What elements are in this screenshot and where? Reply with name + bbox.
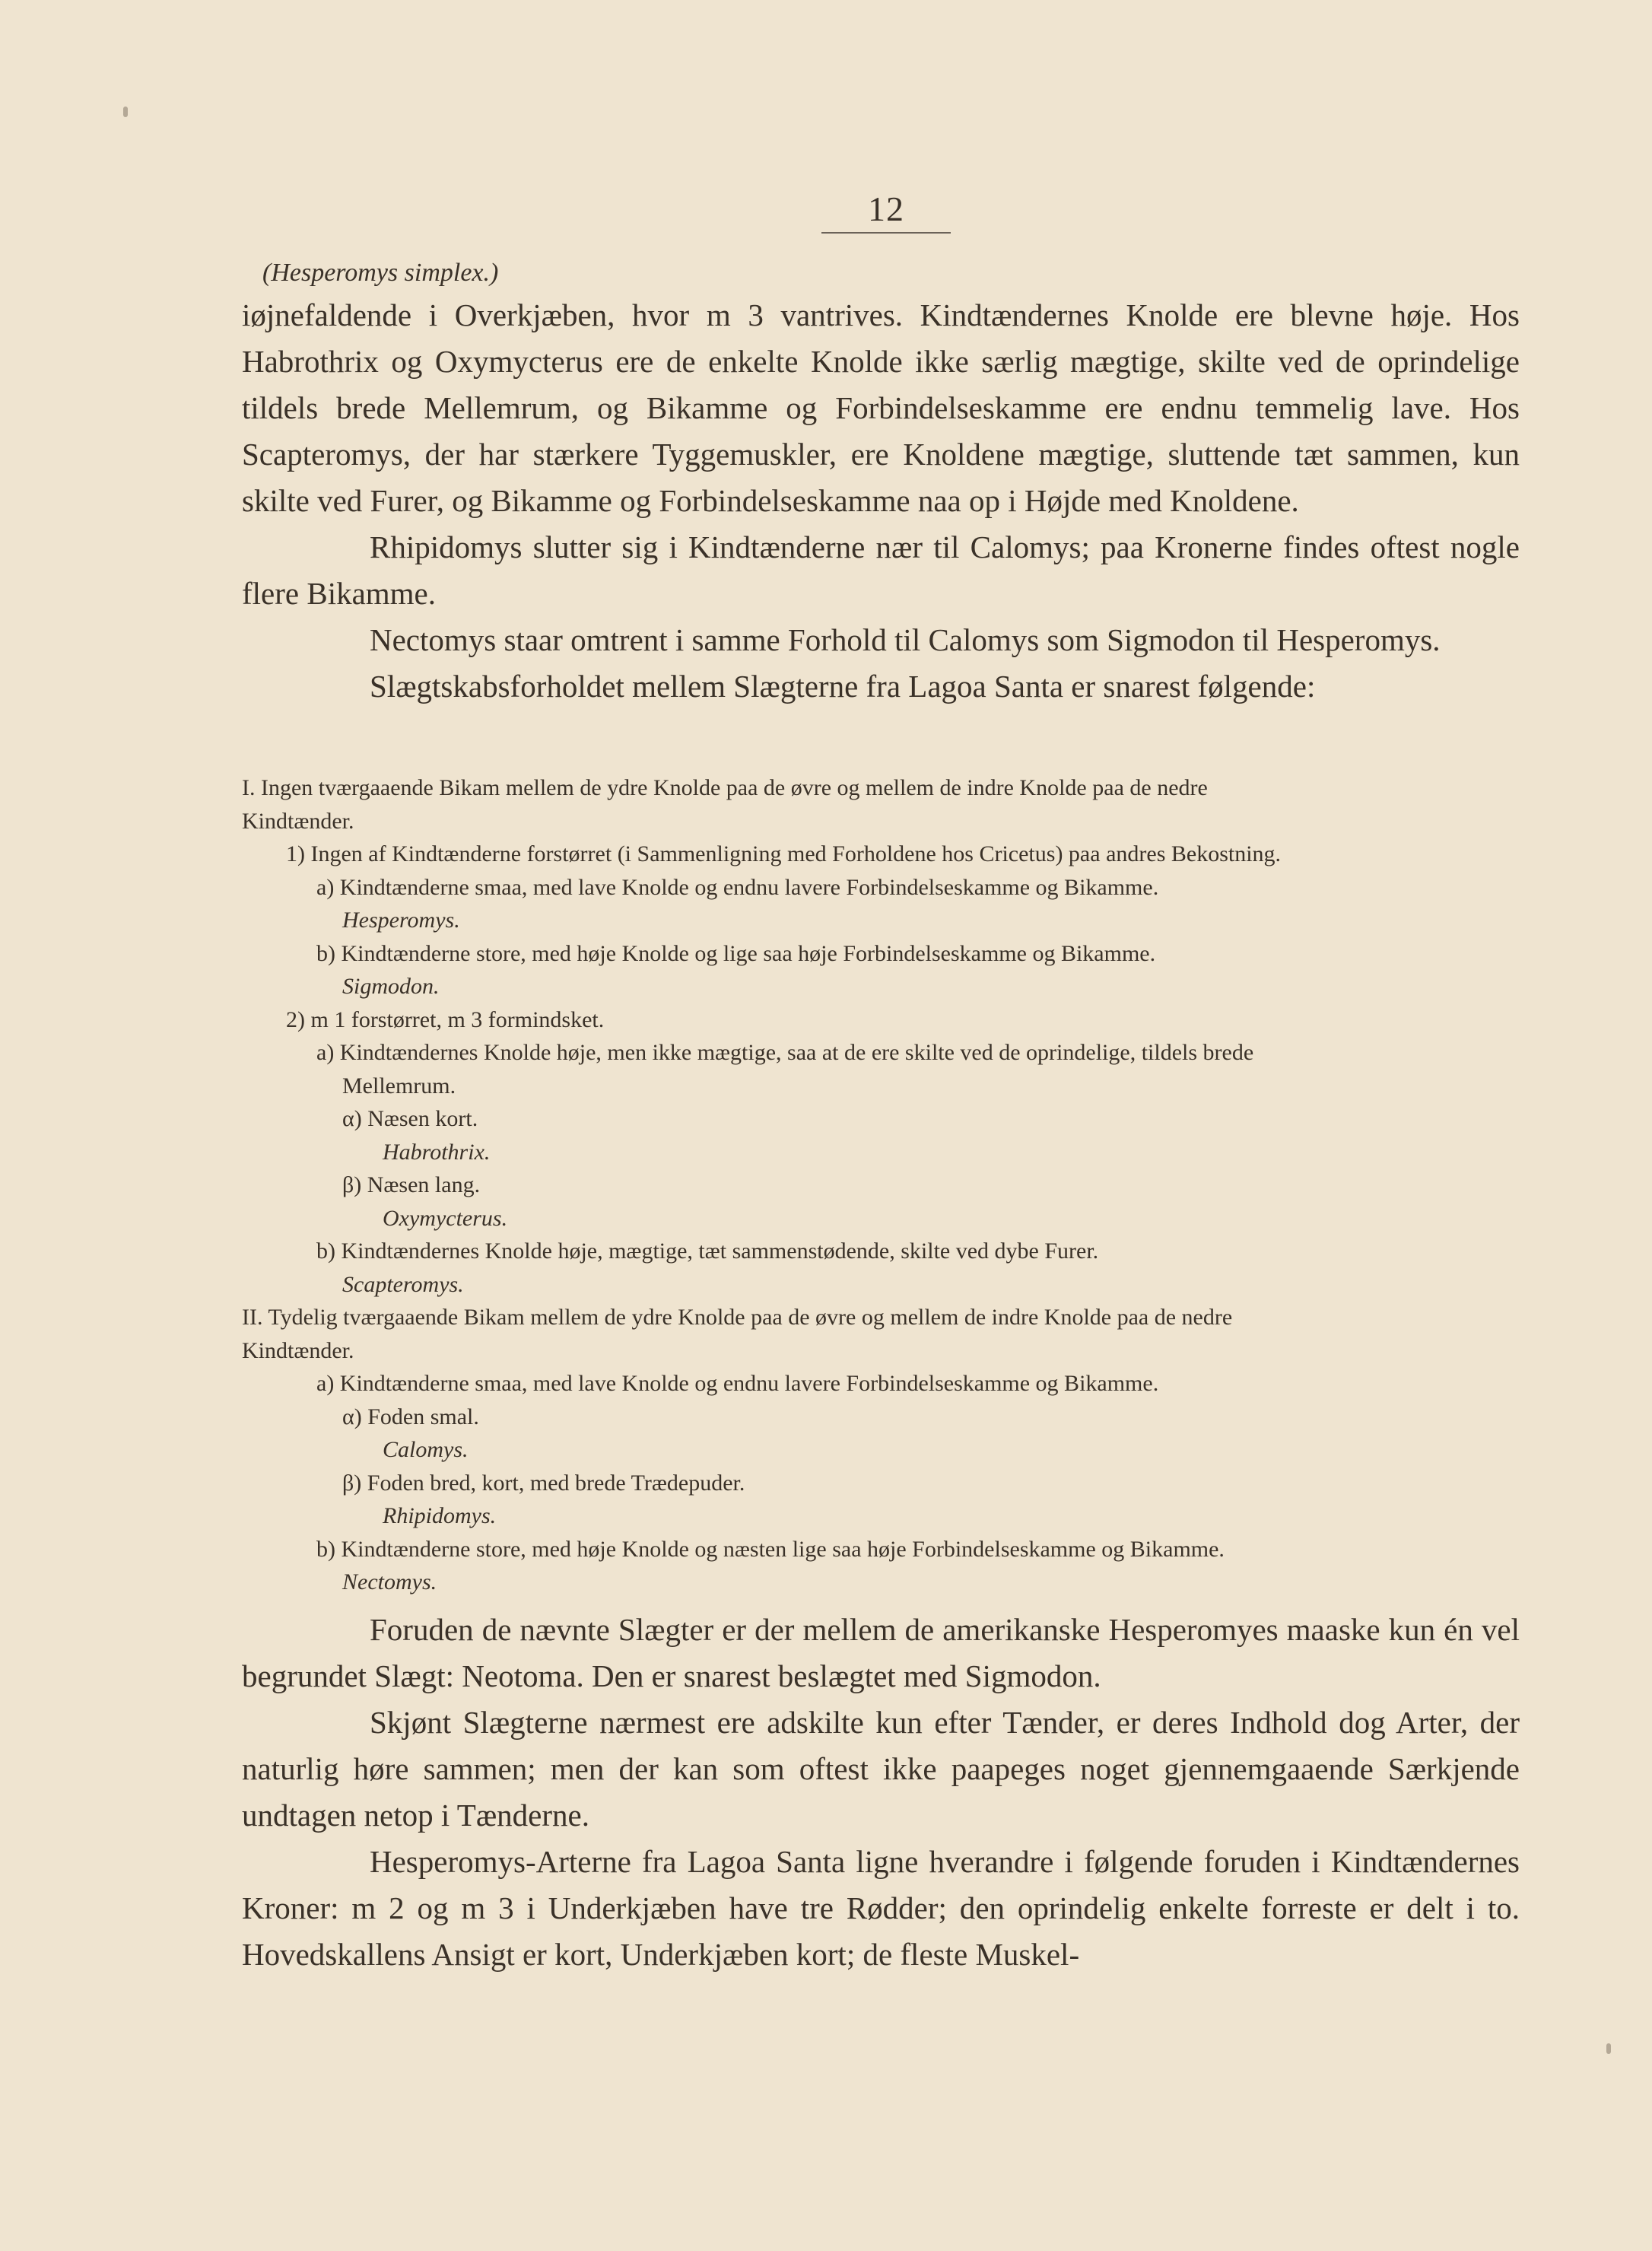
paragraph: Nectomys staar omtrent i samme Forhold til Calomys som Sigmodon til Hesperomys. [370,622,1441,657]
genus-name: Calomys. [383,1437,469,1462]
key-line: b) Kindtænderne store, med høje Knolde og lige saa høje Forbindelseskamme og Bikamme. [316,940,1156,966]
classification-key [242,771,1520,1599]
genus-name: Scapteromys. [342,1271,464,1297]
key-line: a) Kindtænderne smaa, med lave Knolde og endnu lavere Forbindelseskamme og Bikamme. [316,874,1159,900]
genus-name: Oxymycterus. [383,1205,508,1231]
key-line: α) Næsen kort. [342,1106,478,1131]
paragraph: iøjnefaldende i Overkjæben, hvor m 3 vantrives. Kindtændernes Knolde ere blevne høje. Hos Habrothrix og Oxymycterus ere de enkelte Knolde ikke særlig mægtige, skilte ved de oprindelige tildels brede Mellemrum, og Bikamme og Forbindelseskamme ere endnu temmelig lave. Hos Scapteromys, der har stærkere Tyggemuskler, ere Knoldene mægtige, sluttende tæt sammen, kun skilte ved Furer, og Bikamme og Forbindelseskamme naa op i Højde med Knoldene. [242,297,1520,518]
paper-speck [123,107,128,117]
paragraph: Slægtskabsforholdet mellem Slægterne fra Lagoa Santa er snarest følgende: [370,669,1316,704]
text-block-top [242,292,1520,710]
key-line: β) Foden bred, kort, med brede Trædepuder. [342,1470,745,1496]
running-head: (Hesperomys simplex.) [262,259,499,287]
genus-name: Sigmodon. [342,974,440,999]
key-line: Kindtænder. [242,1337,354,1363]
key-line: I. Ingen tværgaaende Bikam mellem de ydre Knolde paa de øvre og mellem de indre Knolde paa de nedre [242,775,1208,800]
key-line: a) Kindtændernes Knolde høje, men ikke mægtige, saa at de ere skilte ved de oprindelige, tildels brede [316,1040,1254,1065]
key-line: II. Tydelig tværgaaende Bikam mellem de ydre Knolde paa de øvre og mellem de indre Knolde paa de nedre [242,1305,1233,1330]
page-number: 12 [821,189,951,234]
key-line: β) Næsen lang. [342,1172,481,1197]
paragraph: Rhipidomys slutter sig i Kindtænderne nær til Calomys; paa Kronerne findes oftest nogle flere Bikamme. [242,529,1520,611]
genus-name: Habrothrix. [383,1139,491,1165]
genus-name: Nectomys. [342,1569,437,1594]
genus-name: Rhipidomys. [383,1503,497,1528]
key-line: b) Kindtænderne store, med høje Knolde og næsten lige saa høje Forbindelseskamme og Bikamme. [316,1536,1225,1562]
paper-speck [1606,2043,1611,2054]
key-line: α) Foden smal. [342,1404,479,1429]
key-line: Mellemrum. [342,1073,456,1098]
paragraph: Hesperomys-Arterne fra Lagoa Santa ligne hverandre i følgende foruden i Kindtændernes Kroner: m 2 og m 3 i Underkjæben have tre Rødder; den oprindelig enkelte forreste er delt i to. Hovedskallens Ansigt er kort, Underkjæben kort; de fleste Muskel- [242,1844,1520,1972]
key-line: 1) Ingen af Kindtænderne forstørret (i Sammenligning med Forholdene hos Cricetus) paa andres Bekostning. [286,841,1282,866]
key-line: Kindtænder. [242,808,354,834]
key-line: 2) m 1 forstørret, m 3 formindsket. [286,1006,605,1032]
paragraph: Skjønt Slægterne nærmest ere adskilte kun efter Tænder, er deres Indhold dog Arter, der naturlig høre sammen; men der kan som oftest ikke paapeges noget gjennemgaaende Særkjende undtagen netop i Tænderne. [242,1705,1520,1833]
genus-name: Hesperomys. [342,908,460,933]
text-block-bottom [242,1607,1520,1978]
paragraph: Foruden de nævnte Slægter er der mellem de amerikanske Hesperomyes maaske kun én vel begrundet Slægt: Neotoma. Den er snarest beslægtet med Sigmodon. [242,1612,1520,1693]
key-line: b) Kindtændernes Knolde høje, mægtige, tæt sammenstødende, skilte ved dybe Furer. [316,1238,1099,1264]
key-line: a) Kindtænderne smaa, med lave Knolde og endnu lavere Forbindelseskamme og Bikamme. [316,1371,1159,1396]
